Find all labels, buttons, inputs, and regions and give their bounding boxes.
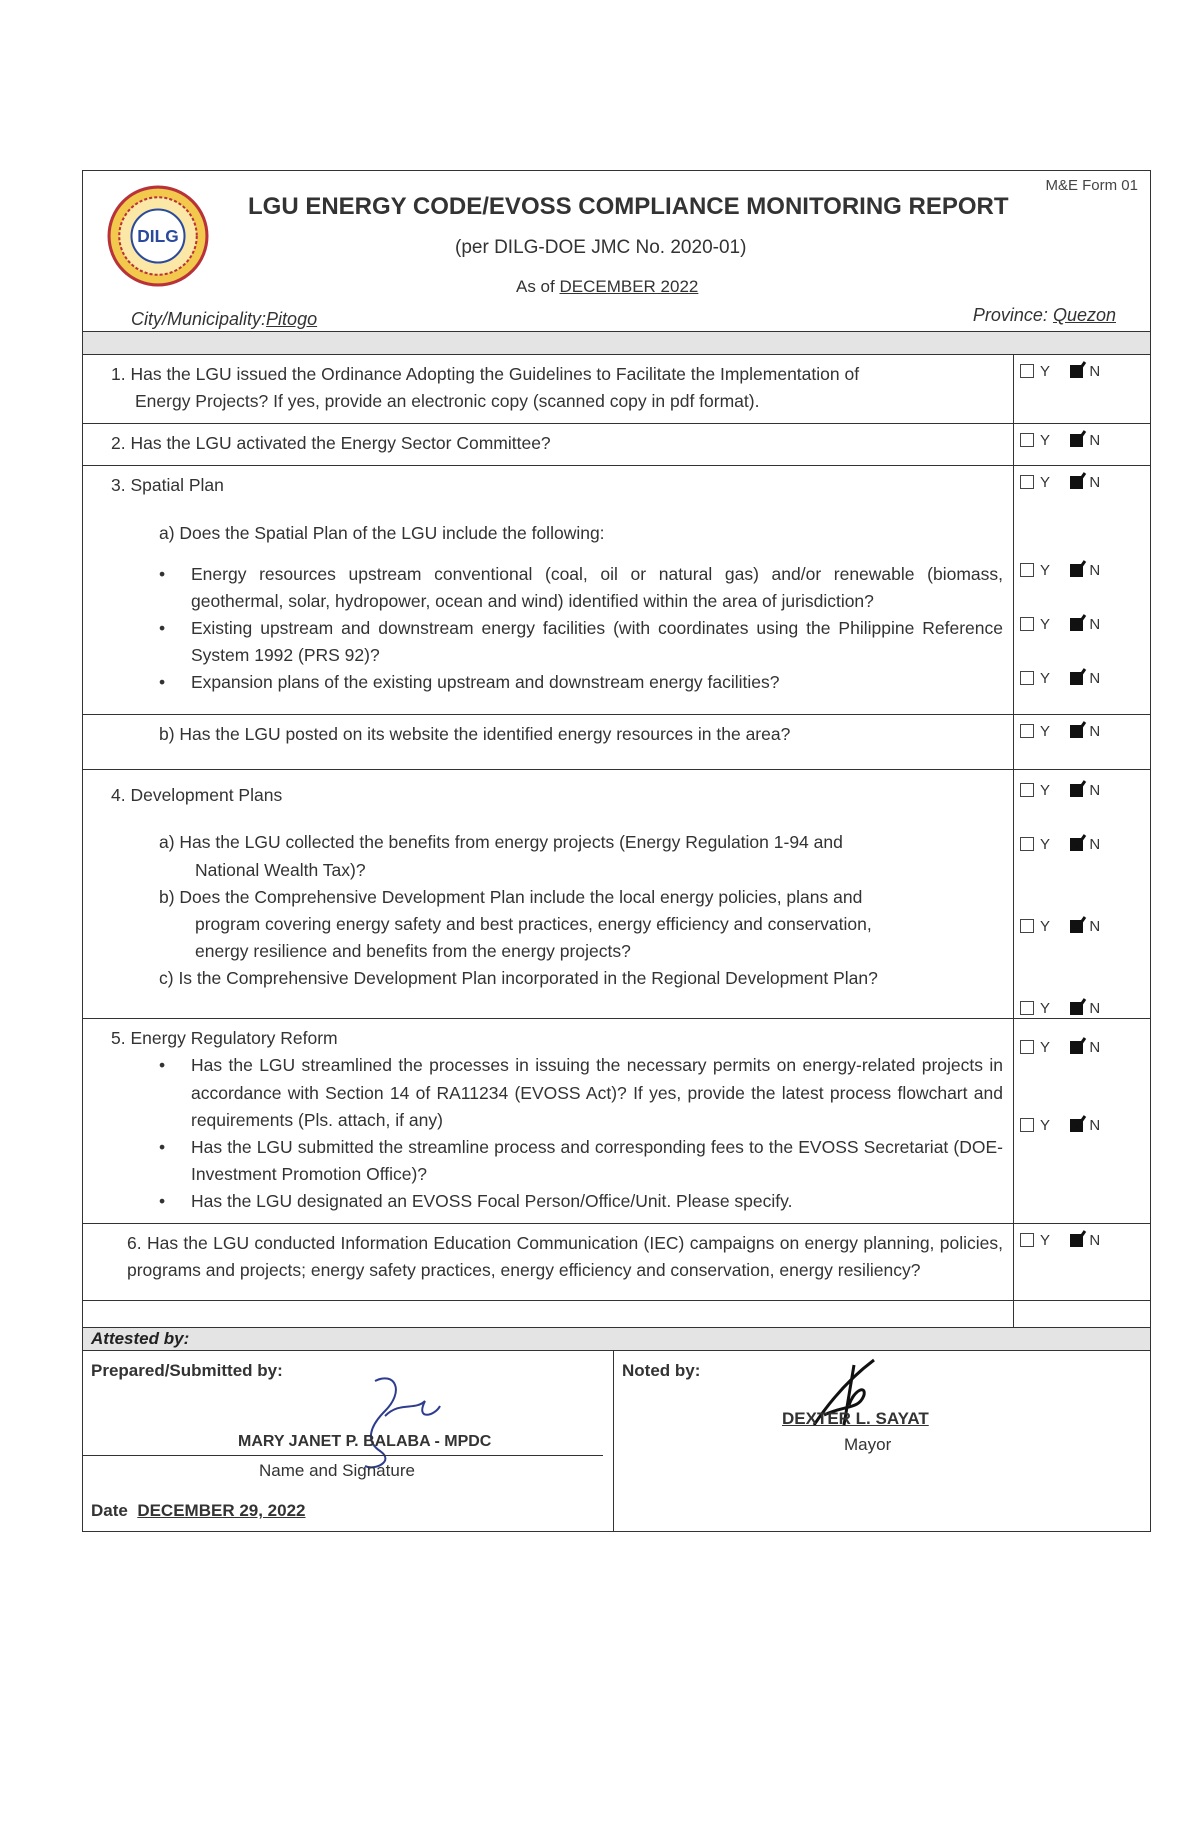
question-row-2 (83, 424, 1150, 466)
prepared-name: MARY JANET P. BALABA - MPDC (238, 1433, 492, 1451)
checkbox-checked-icon[interactable] (1070, 1041, 1083, 1054)
yes-no-choice[interactable]: Y N (1020, 430, 1150, 450)
regulatory-bullets (191, 1052, 1003, 1215)
form-number: M&E Form 01 (1045, 177, 1138, 194)
form-subtitle: (per DILG-DOE JMC No. 2020-01) (455, 237, 747, 258)
form-header (83, 171, 1150, 331)
answer-cell (1014, 424, 1150, 465)
checkbox-checked-icon[interactable] (1070, 476, 1083, 489)
checkbox-checked-icon[interactable] (1070, 838, 1083, 851)
question-text: 3. Spatial Plan a) Does the Spatial Plan of the LGU include the following: • Energy resources upstream conventional (coal, oil or natural gas) and/or renewable (biomass, geothermal, solar, hydropower, ocean and wind) identified within the area of jurisdiction? • Existing upstream and downstream energy facilities (with coordinates using the Philippine Reference System 1992 (PRS 92)? • Expansion plans of the existing upstream and downstream energy facilities? (83, 466, 1014, 714)
question-text: b) Has the LGU posted on its website the identified energy resources in the area? (83, 715, 1014, 769)
as-of-line (516, 277, 698, 297)
yes-no-choice[interactable]: Y N (1020, 1037, 1150, 1057)
city-value: Pitogo (266, 309, 318, 329)
yes-no-choice[interactable]: Y N (1020, 1230, 1150, 1250)
checkbox-empty-icon[interactable] (1020, 1118, 1034, 1132)
yes-no-choice[interactable]: Y N (1020, 834, 1150, 854)
answer-cell (1014, 715, 1150, 769)
province-label: Province: (972, 305, 1048, 325)
checkbox-empty-icon[interactable] (1020, 617, 1034, 631)
yes-no-choice[interactable]: Y N (1020, 614, 1150, 634)
yes-no-choice[interactable]: Y N (1020, 721, 1150, 741)
list-item: • Existing upstream and downstream energy facilities (with coordinates using the Philippine Reference System 1992 (PRS 92)? (191, 615, 1003, 669)
checkbox-checked-icon[interactable] (1070, 434, 1083, 447)
answer-cell (1014, 466, 1150, 714)
yes-no-choice[interactable]: Y N (1020, 916, 1150, 936)
logo-text: DILG (137, 226, 179, 247)
question-row-3 (83, 466, 1150, 715)
province-line (973, 305, 1116, 326)
yes-no-choice[interactable]: Y N (1020, 780, 1150, 800)
yes-no-choice[interactable]: Y N (1020, 668, 1150, 688)
answer-cell (1014, 1224, 1150, 1300)
checkbox-checked-icon[interactable] (1070, 365, 1083, 378)
question-row-3b (83, 715, 1150, 770)
question-text: 5. Energy Regulatory Reform • Has the LGU streamlined the processes in issuing the necessary permits on energy-related projects in accordance with Section 14 of RA11234 (EVOSS Act)? If yes, provide the latest process flowchart and requirements (Pls. attach, if any) • Has the LGU submitted the streamline process and corresponding fees to the EVOSS Secretariat (DOE-Investment Promotion Office)? • Has the LGU designated an EVOSS Focal Person/Office/Unit. Please specify. (83, 1019, 1014, 1223)
form-title: LGU ENERGY CODE/EVOSS COMPLIANCE MONITORING REPORT (248, 193, 1009, 220)
date-value: DECEMBER 29, 2022 (137, 1501, 306, 1521)
signature-line (83, 1455, 603, 1456)
compliance-form (82, 170, 1151, 1532)
list-item: • Expansion plans of the existing upstream and downstream energy facilities? (191, 669, 1003, 696)
yes-no-choice[interactable]: Y N (1020, 998, 1150, 1018)
header-divider (83, 331, 1150, 355)
prepared-label: Prepared/Submitted by: (91, 1361, 283, 1381)
prepared-by-cell (83, 1351, 614, 1531)
city-line (131, 309, 317, 330)
checkbox-checked-icon[interactable] (1070, 725, 1083, 738)
list-item: • Has the LGU designated an EVOSS Focal Person/Office/Unit. Please specify. (191, 1188, 1003, 1215)
question-text: 1. Has the LGU issued the Ordinance Adopting the Guidelines to Facilitate the Implementation of Energy Projects? If yes, provide an electronic copy (scanned copy in pdf format). (83, 355, 1014, 423)
checkbox-checked-icon[interactable] (1070, 920, 1083, 933)
noted-by-cell (614, 1351, 1150, 1531)
checkbox-empty-icon[interactable] (1020, 1001, 1034, 1015)
yes-no-choice[interactable]: Y N (1020, 361, 1150, 381)
blank-row (83, 1301, 1150, 1328)
checkbox-empty-icon[interactable] (1020, 364, 1034, 378)
as-of-label: As of (516, 277, 555, 296)
yes-no-choice[interactable]: Y N (1020, 560, 1150, 580)
noted-name: DEXTER L. SAYAT (782, 1409, 929, 1429)
answer-cell (1014, 770, 1150, 1018)
checkbox-empty-icon[interactable] (1020, 563, 1034, 577)
question-row-4 (83, 770, 1150, 1019)
checkbox-checked-icon[interactable] (1070, 784, 1083, 797)
answer-cell (1014, 1019, 1150, 1223)
checkbox-checked-icon[interactable] (1070, 1119, 1083, 1132)
checkbox-empty-icon[interactable] (1020, 433, 1034, 447)
checkbox-empty-icon[interactable] (1020, 919, 1034, 933)
date-line (91, 1501, 306, 1521)
dilg-logo-icon (107, 185, 209, 287)
noted-label: Noted by: (622, 1361, 701, 1381)
spatial-plan-bullets (191, 561, 1003, 697)
list-item: • Energy resources upstream conventional (coal, oil or natural gas) and/or renewable (biomass, geothermal, solar, hydropower, ocean and wind) identified within the area of jurisdiction? (191, 561, 1003, 615)
checkbox-empty-icon[interactable] (1020, 1040, 1034, 1054)
province-value: Quezon (1052, 305, 1116, 325)
yes-no-choice[interactable]: Y N (1020, 472, 1150, 492)
list-item: • Has the LGU submitted the streamline process and corresponding fees to the EVOSS Secretariat (DOE-Investment Promotion Office)? (191, 1134, 1003, 1188)
date-label: Date (91, 1501, 128, 1521)
checkbox-empty-icon[interactable] (1020, 837, 1034, 851)
checkbox-empty-icon[interactable] (1020, 1233, 1034, 1247)
attested-bar: Attested by: (83, 1328, 1150, 1351)
answer-cell (1014, 355, 1150, 423)
city-label: City/Municipality: (131, 309, 267, 329)
checkbox-checked-icon[interactable] (1070, 618, 1083, 631)
noted-title: Mayor (844, 1435, 892, 1455)
checkbox-checked-icon[interactable] (1070, 564, 1083, 577)
checkbox-checked-icon[interactable] (1070, 1234, 1083, 1247)
name-signature-caption: Name and Signature (259, 1461, 415, 1481)
question-text: 2. Has the LGU activated the Energy Sector Committee? (83, 424, 1014, 465)
as-of-value: DECEMBER 2022 (559, 277, 699, 296)
list-item: • Has the LGU streamlined the processes in issuing the necessary permits on energy-related projects in accordance with Section 14 of RA11234 (EVOSS Act)? If yes, provide the latest process flowchart and requirements (Pls. attach, if any) (191, 1052, 1003, 1133)
question-text: 6. Has the LGU conducted Information Education Communication (IEC) campaigns on energy planning, policies, programs and projects; energy safety practices, energy efficiency and conservation, energy resiliency? (83, 1224, 1014, 1300)
checkbox-empty-icon[interactable] (1020, 475, 1034, 489)
signature-section (83, 1351, 1150, 1531)
question-row-1 (83, 355, 1150, 424)
question-row-6 (83, 1224, 1150, 1301)
yes-no-choice[interactable]: Y N (1020, 1115, 1150, 1135)
question-text: 4. Development Plans a) Has the LGU collected the benefits from energy projects (Energy Regulation 1-94 and National Wealth Tax)? b) Does the Comprehensive Development Plan include the local energy policies, plans and program covering energy safety and best practices, energy efficiency and conservation, energy resilience and benefits from the energy projects? c) Is the Comprehensive Development Plan incorporated in the Regional Development Plan? (83, 770, 1014, 1018)
checkbox-empty-icon[interactable] (1020, 724, 1034, 738)
checkbox-empty-icon[interactable] (1020, 671, 1034, 685)
question-row-5 (83, 1019, 1150, 1224)
checkbox-empty-icon[interactable] (1020, 783, 1034, 797)
checkbox-checked-icon[interactable] (1070, 672, 1083, 685)
checkbox-checked-icon[interactable] (1070, 1002, 1083, 1015)
